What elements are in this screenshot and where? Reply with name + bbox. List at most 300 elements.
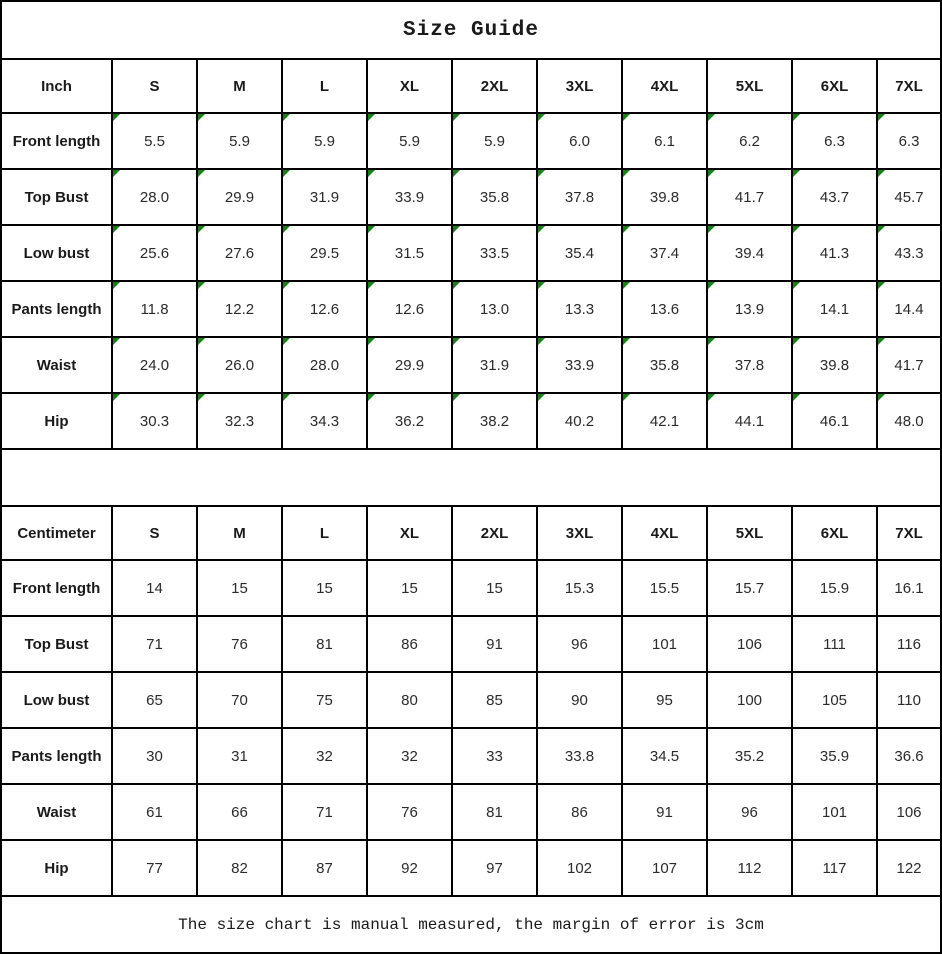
cell-flag-marker-icon (793, 226, 800, 233)
cell-value: 71 (316, 803, 333, 821)
cell-flag-marker-icon (623, 394, 630, 401)
cell-value: 14.4 (894, 300, 924, 318)
value-cell (282, 393, 367, 449)
cell-flag-marker-icon (453, 114, 460, 121)
value-cell (537, 113, 622, 169)
cell-value: 15.3 (564, 579, 595, 597)
value-cell (452, 840, 537, 896)
value-cell (537, 672, 622, 728)
row-label: Hip (1, 840, 112, 896)
cell-flag-marker-icon (623, 338, 630, 345)
cell-flag-marker-icon (623, 114, 630, 121)
cell-value: 32.3 (224, 412, 255, 430)
value-cell (707, 840, 792, 896)
cell-value: 14 (146, 579, 163, 597)
cell-value: 101 (821, 803, 848, 821)
cell-value: 44.1 (734, 412, 765, 430)
value-cell (707, 337, 792, 393)
value-cell (112, 672, 197, 728)
value-cell (707, 169, 792, 225)
size-header-5xl: 5XL (707, 506, 792, 560)
value-cell (452, 113, 537, 169)
measurement-row (1, 225, 941, 281)
size-header-row (1, 506, 941, 560)
value-cell (622, 225, 707, 281)
cell-value: 111 (823, 635, 846, 653)
cell-flag-marker-icon (113, 282, 120, 289)
value-cell (792, 560, 877, 616)
cell-value: 117 (822, 859, 847, 877)
value-cell (707, 560, 792, 616)
cell-value: 82 (231, 859, 248, 877)
cell-flag-marker-icon (623, 282, 630, 289)
cell-value: 13.3 (564, 300, 595, 318)
cell-value: 28.0 (139, 188, 170, 206)
value-cell (792, 337, 877, 393)
cell-flag-marker-icon (113, 226, 120, 233)
value-cell (877, 784, 941, 840)
cell-flag-marker-icon (878, 282, 885, 289)
value-cell (877, 113, 941, 169)
value-cell (112, 728, 197, 784)
footer-note: The size chart is manual measured, the margin of error is 3cm (1, 896, 941, 953)
value-cell (792, 616, 877, 672)
cell-flag-marker-icon (368, 338, 375, 345)
cell-value: 25.6 (139, 244, 170, 262)
cell-value: 35.4 (564, 244, 595, 262)
value-cell (707, 225, 792, 281)
value-cell (537, 728, 622, 784)
cell-flag-marker-icon (368, 282, 375, 289)
value-cell (707, 672, 792, 728)
cell-value: 35.2 (734, 747, 765, 765)
cell-value: 122 (896, 859, 922, 877)
measurement-row (1, 784, 941, 840)
size-header-xl: XL (367, 59, 452, 113)
cell-value: 97 (486, 859, 503, 877)
value-cell (707, 784, 792, 840)
size-header-7xl: 7XL (877, 59, 941, 113)
size-header-m: M (197, 506, 282, 560)
page-title: Size Guide (1, 1, 941, 59)
value-cell (707, 616, 792, 672)
cell-value: 31.5 (394, 244, 425, 262)
value-cell (367, 393, 452, 449)
cell-flag-marker-icon (283, 114, 290, 121)
value-cell (282, 337, 367, 393)
measurement-row (1, 840, 941, 896)
cell-flag-marker-icon (538, 394, 545, 401)
cell-value: 6.0 (569, 132, 590, 150)
value-cell (877, 840, 941, 896)
cell-flag-marker-icon (708, 170, 715, 177)
cell-flag-marker-icon (538, 338, 545, 345)
value-cell (367, 672, 452, 728)
cell-value: 13.6 (649, 300, 680, 318)
cell-value: 110 (897, 691, 921, 709)
cell-value: 15 (401, 579, 418, 597)
cell-flag-marker-icon (453, 170, 460, 177)
cell-value: 112 (737, 859, 762, 877)
cell-value: 32 (401, 747, 418, 765)
value-cell (537, 281, 622, 337)
value-cell (367, 840, 452, 896)
value-cell (537, 560, 622, 616)
cell-value: 39.8 (819, 356, 850, 374)
cell-flag-marker-icon (453, 282, 460, 289)
cell-flag-marker-icon (878, 394, 885, 401)
cell-flag-marker-icon (878, 226, 885, 233)
size-header-m: M (197, 59, 282, 113)
measurement-row (1, 393, 941, 449)
cell-value: 37.8 (734, 356, 765, 374)
cell-flag-marker-icon (538, 226, 545, 233)
value-cell (452, 784, 537, 840)
cell-value: 95 (656, 691, 673, 709)
cell-flag-marker-icon (198, 394, 205, 401)
value-cell (452, 393, 537, 449)
value-cell (537, 169, 622, 225)
cell-flag-marker-icon (878, 338, 885, 345)
row-label: Pants length (1, 281, 112, 337)
measurement-row (1, 560, 941, 616)
cell-value: 5.9 (484, 132, 505, 150)
value-cell (877, 728, 941, 784)
cell-flag-marker-icon (283, 170, 290, 177)
cell-value: 35.9 (819, 747, 850, 765)
cell-value: 5.9 (314, 132, 335, 150)
size-header-row (1, 59, 941, 113)
unit-header-inch: Inch (1, 59, 112, 113)
cell-value: 31 (231, 747, 248, 765)
row-label: Front length (1, 113, 112, 169)
cell-flag-marker-icon (368, 170, 375, 177)
cell-value: 33.9 (564, 356, 595, 374)
cell-value: 6.3 (824, 132, 845, 150)
cell-flag-marker-icon (793, 282, 800, 289)
cell-flag-marker-icon (198, 282, 205, 289)
cell-value: 92 (401, 859, 418, 877)
cell-flag-marker-icon (538, 170, 545, 177)
cell-flag-marker-icon (793, 338, 800, 345)
value-cell (282, 169, 367, 225)
footer-row (1, 896, 941, 953)
cell-flag-marker-icon (113, 338, 120, 345)
cell-value: 36.2 (394, 412, 425, 430)
cell-value: 33.9 (394, 188, 425, 206)
measurement-row (1, 728, 941, 784)
value-cell (707, 113, 792, 169)
cell-value: 12.6 (394, 300, 425, 318)
value-cell (707, 393, 792, 449)
table-spacer-row (1, 449, 941, 506)
value-cell (792, 728, 877, 784)
cell-flag-marker-icon (113, 114, 120, 121)
cell-flag-marker-icon (113, 170, 120, 177)
value-cell (452, 225, 537, 281)
size-header-7xl: 7XL (877, 506, 941, 560)
cell-value: 37.4 (649, 244, 680, 262)
cell-flag-marker-icon (623, 170, 630, 177)
value-cell (197, 560, 282, 616)
cell-flag-marker-icon (283, 394, 290, 401)
value-cell (622, 840, 707, 896)
row-label: Top Bust (1, 169, 112, 225)
cell-value: 91 (656, 803, 673, 821)
cell-value: 75 (316, 691, 333, 709)
value-cell (112, 113, 197, 169)
cell-value: 13.9 (734, 300, 765, 318)
cell-value: 39.8 (649, 188, 680, 206)
cell-value: 107 (651, 859, 678, 877)
cell-flag-marker-icon (113, 394, 120, 401)
value-cell (877, 393, 941, 449)
cell-value: 38.2 (479, 412, 510, 430)
cell-flag-marker-icon (368, 114, 375, 121)
value-cell (282, 784, 367, 840)
cell-value: 31.9 (309, 188, 340, 206)
value-cell (197, 113, 282, 169)
value-cell (877, 281, 941, 337)
value-cell (112, 616, 197, 672)
value-cell (877, 337, 941, 393)
size-header-2xl: 2XL (452, 59, 537, 113)
cell-flag-marker-icon (708, 338, 715, 345)
cell-value: 41.7 (894, 356, 924, 374)
value-cell (112, 784, 197, 840)
cell-value: 39.4 (734, 244, 765, 262)
value-cell (622, 169, 707, 225)
cell-value: 116 (897, 635, 921, 653)
cell-value: 32 (316, 747, 333, 765)
cell-flag-marker-icon (708, 282, 715, 289)
cell-value: 29.9 (394, 356, 425, 374)
cell-flag-marker-icon (793, 114, 800, 121)
cell-value: 33.5 (479, 244, 510, 262)
cell-value: 40.2 (564, 412, 595, 430)
cell-value: 77 (146, 859, 163, 877)
value-cell (537, 616, 622, 672)
value-cell (112, 337, 197, 393)
value-cell (622, 560, 707, 616)
cell-value: 33.8 (564, 747, 595, 765)
value-cell (197, 728, 282, 784)
measurement-row (1, 616, 941, 672)
value-cell (537, 784, 622, 840)
cell-flag-marker-icon (198, 338, 205, 345)
value-cell (197, 225, 282, 281)
cell-value: 35.8 (479, 188, 510, 206)
spacer-cell (1, 449, 941, 506)
value-cell (792, 393, 877, 449)
value-cell (197, 337, 282, 393)
cell-flag-marker-icon (368, 394, 375, 401)
title-row (1, 1, 941, 59)
value-cell (367, 225, 452, 281)
value-cell (792, 225, 877, 281)
size-header-6xl: 6XL (792, 506, 877, 560)
value-cell (197, 840, 282, 896)
cell-value: 12.2 (224, 300, 255, 318)
value-cell (367, 337, 452, 393)
row-label: Front length (1, 560, 112, 616)
cell-value: 106 (896, 803, 922, 821)
cell-flag-marker-icon (453, 226, 460, 233)
cell-value: 6.2 (739, 132, 760, 150)
cell-flag-marker-icon (198, 170, 205, 177)
value-cell (537, 393, 622, 449)
cell-flag-marker-icon (368, 226, 375, 233)
centimeter-table-section (1, 506, 941, 896)
value-cell (282, 225, 367, 281)
value-cell (452, 337, 537, 393)
cell-value: 35.8 (649, 356, 680, 374)
value-cell (877, 169, 941, 225)
value-cell (622, 281, 707, 337)
cell-value: 15 (316, 579, 333, 597)
value-cell (112, 281, 197, 337)
cell-value: 45.7 (894, 188, 924, 206)
value-cell (792, 784, 877, 840)
cell-flag-marker-icon (538, 114, 545, 121)
cell-flag-marker-icon (793, 170, 800, 177)
measurement-row (1, 169, 941, 225)
cell-value: 100 (736, 691, 763, 709)
value-cell (622, 728, 707, 784)
cell-value: 96 (741, 803, 758, 821)
value-cell (197, 169, 282, 225)
cell-value: 36.6 (894, 747, 924, 765)
value-cell (452, 169, 537, 225)
cell-flag-marker-icon (453, 394, 460, 401)
cell-value: 102 (566, 859, 593, 877)
cell-flag-marker-icon (198, 226, 205, 233)
size-header-5xl: 5XL (707, 59, 792, 113)
cell-value: 65 (146, 691, 163, 709)
row-label: Waist (1, 337, 112, 393)
value-cell (112, 393, 197, 449)
cell-value: 41.3 (819, 244, 850, 262)
inch-table-section (1, 59, 941, 449)
cell-value: 6.1 (654, 132, 675, 150)
cell-value: 43.7 (819, 188, 850, 206)
cell-value: 76 (231, 635, 248, 653)
value-cell (452, 281, 537, 337)
value-cell (197, 616, 282, 672)
size-header-2xl: 2XL (452, 506, 537, 560)
value-cell (622, 616, 707, 672)
cell-value: 15.7 (734, 579, 765, 597)
size-header-3xl: 3XL (537, 506, 622, 560)
value-cell (622, 672, 707, 728)
cell-flag-marker-icon (708, 394, 715, 401)
value-cell (112, 560, 197, 616)
cell-value: 33 (486, 747, 503, 765)
cell-value: 85 (486, 691, 503, 709)
unit-header-centimeter: Centimeter (1, 506, 112, 560)
value-cell (707, 281, 792, 337)
cell-value: 106 (736, 635, 763, 653)
size-header-l: L (282, 506, 367, 560)
cell-value: 15.5 (649, 579, 680, 597)
value-cell (112, 840, 197, 896)
cell-value: 29.9 (224, 188, 255, 206)
value-cell (367, 728, 452, 784)
value-cell (707, 728, 792, 784)
cell-flag-marker-icon (623, 226, 630, 233)
cell-flag-marker-icon (198, 114, 205, 121)
value-cell (877, 616, 941, 672)
cell-value: 27.6 (224, 244, 255, 262)
cell-value: 16.1 (894, 579, 924, 597)
measurement-row (1, 113, 941, 169)
cell-value: 81 (316, 635, 333, 653)
value-cell (282, 840, 367, 896)
value-cell (112, 225, 197, 281)
value-cell (537, 225, 622, 281)
value-cell (282, 113, 367, 169)
size-header-xl: XL (367, 506, 452, 560)
value-cell (282, 672, 367, 728)
value-cell (367, 113, 452, 169)
cell-value: 71 (146, 635, 163, 653)
cell-value: 101 (651, 635, 678, 653)
cell-value: 14.1 (819, 300, 850, 318)
cell-value: 90 (571, 691, 588, 709)
size-header-4xl: 4XL (622, 59, 707, 113)
cell-value: 91 (486, 635, 503, 653)
value-cell (197, 784, 282, 840)
value-cell (622, 337, 707, 393)
cell-value: 6.3 (898, 132, 920, 150)
value-cell (367, 169, 452, 225)
cell-flag-marker-icon (283, 226, 290, 233)
value-cell (367, 784, 452, 840)
cell-value: 5.5 (144, 132, 165, 150)
cell-value: 29.5 (309, 244, 340, 262)
value-cell (792, 840, 877, 896)
value-cell (197, 672, 282, 728)
value-cell (537, 337, 622, 393)
value-cell (367, 616, 452, 672)
cell-value: 43.3 (894, 244, 924, 262)
value-cell (792, 281, 877, 337)
value-cell (877, 560, 941, 616)
cell-flag-marker-icon (453, 338, 460, 345)
value-cell (452, 728, 537, 784)
cell-value: 15 (486, 579, 503, 597)
size-header-6xl: 6XL (792, 59, 877, 113)
value-cell (877, 225, 941, 281)
size-header-4xl: 4XL (622, 506, 707, 560)
row-label: Low bust (1, 672, 112, 728)
size-header-3xl: 3XL (537, 59, 622, 113)
cell-value: 11.8 (140, 300, 169, 318)
cell-value: 46.1 (819, 412, 850, 430)
cell-value: 61 (146, 803, 163, 821)
value-cell (452, 560, 537, 616)
value-cell (537, 840, 622, 896)
cell-value: 66 (231, 803, 248, 821)
cell-value: 48.0 (894, 412, 924, 430)
cell-value: 37.8 (564, 188, 595, 206)
value-cell (197, 393, 282, 449)
size-header-l: L (282, 59, 367, 113)
value-cell (622, 393, 707, 449)
cell-flag-marker-icon (708, 114, 715, 121)
value-cell (792, 169, 877, 225)
cell-value: 26.0 (224, 356, 255, 374)
